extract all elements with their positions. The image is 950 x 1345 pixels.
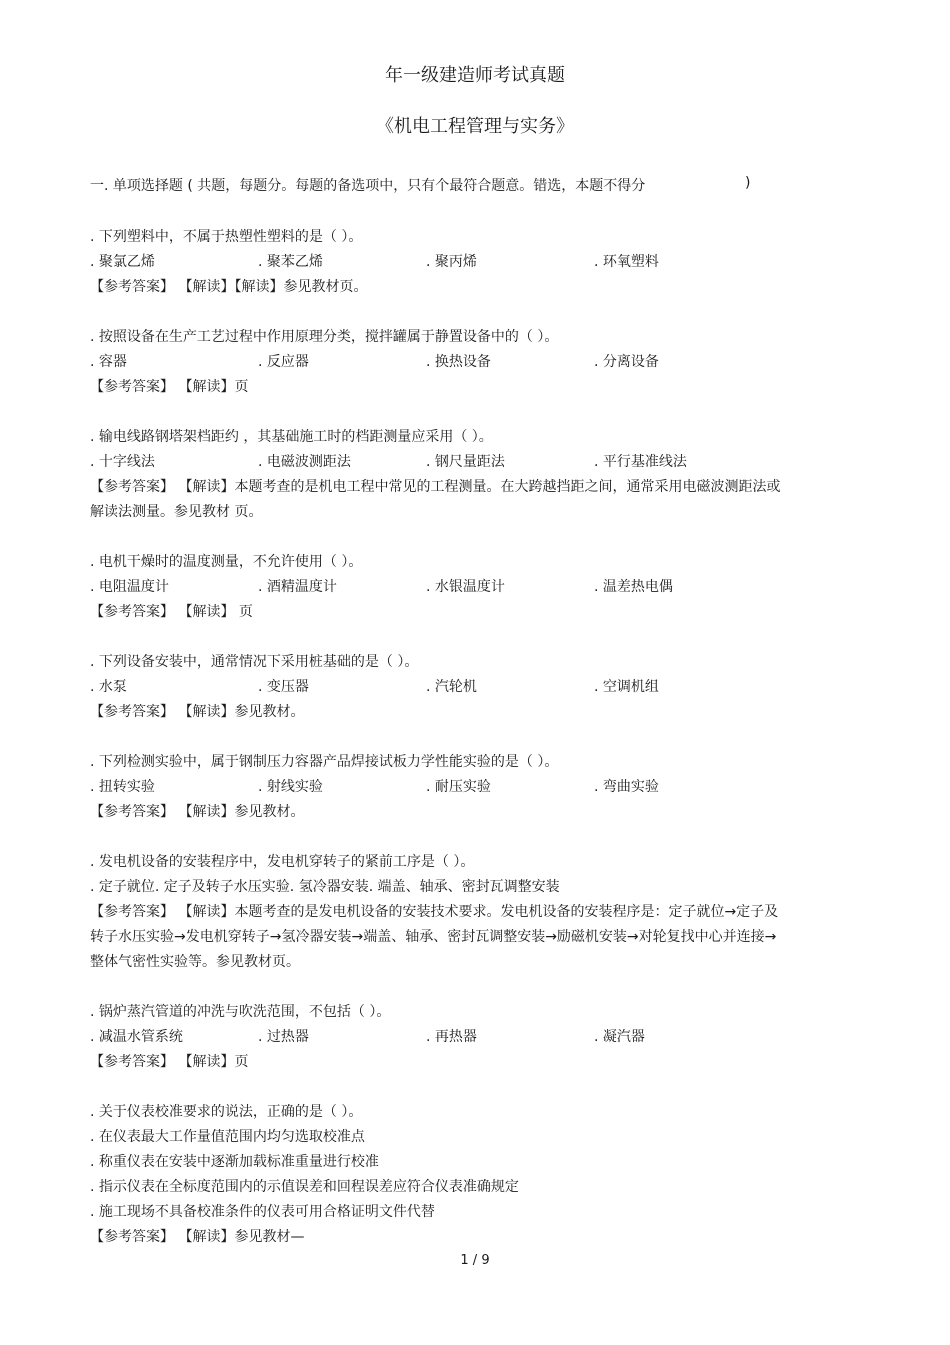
option-item: . 再热器 — [426, 1029, 477, 1045]
question-stem: . 发电机设备的安装程序中，发电机穿转子的紧前工序是（ ）。 — [90, 854, 475, 870]
option-item: . 容器 — [90, 354, 127, 370]
section-heading — [90, 175, 870, 195]
answer-explanation: 【参考答案】 【解读】本题考查的是机电工程中常见的工程测量。在大跨越挡距之间，通常采用电磁波测距法或解读法测量。参见教材 页。 — [90, 479, 781, 520]
option-item: . 空调机组 — [594, 679, 659, 695]
question-item — [90, 650, 790, 725]
option-item: . 钢尺量距法 — [426, 454, 505, 470]
option-item: . 过热器 — [258, 1029, 309, 1045]
option-item: . 在仪表最大工作量值范围内均匀选取校准点 — [90, 1129, 365, 1145]
question-item — [90, 750, 790, 825]
question-stem: . 关于仪表校准要求的说法，正确的是（ ）。 — [90, 1104, 363, 1120]
answer-explanation: 【参考答案】 【解读】本题考查的是发电机设备的安装技术要求。发电机设备的安装程序是：定子就位→定子及转子水压实验→发电机穿转子→氢冷器安装→端盖、轴承、密封瓦调整安装→励磁机安装→对轮复找中心并连接→整体气密性实验等。参见教材页。 — [90, 904, 779, 970]
option-item: . 施工现场不具备校准条件的仪表可用合格证明文件代替 — [90, 1204, 435, 1220]
option-item: . 电磁波测距法 — [258, 454, 351, 470]
option-item: . 聚丙烯 — [426, 254, 477, 270]
question-stem: . 锅炉蒸汽管道的冲洗与吹洗范围，不包括（ ）。 — [90, 1004, 391, 1020]
option-item: . 扭转实验 — [90, 779, 155, 795]
question-item — [90, 1100, 790, 1250]
question-list — [90, 225, 790, 1275]
answer-explanation: 【参考答案】 【解读】【解读】参见教材页。 — [90, 279, 368, 295]
option-item: . 称重仪表在安装中逐渐加载标准重量进行校准 — [90, 1154, 379, 1170]
question-options — [90, 450, 790, 475]
question-options — [90, 575, 790, 600]
answer-explanation: 【参考答案】 【解读】页 — [90, 379, 249, 395]
option-item: . 弯曲实验 — [594, 779, 659, 795]
question-item — [90, 325, 790, 400]
option-item: . 耐压实验 — [426, 779, 491, 795]
answer-explanation: 【参考答案】 【解读】 页 — [90, 604, 253, 620]
option-item: . 汽轮机 — [426, 679, 477, 695]
option-item: . 电阻温度计 — [90, 579, 169, 595]
option-item: . 射线实验 — [258, 779, 323, 795]
option-item: . 环氧塑料 — [594, 254, 659, 270]
question-stem: . 下列塑料中，不属于热塑性塑料的是（ ）。 — [90, 229, 363, 245]
section-heading-close: ) — [745, 175, 751, 191]
page-subtitle: 《机电工程管理与实务》 — [376, 116, 574, 137]
option-item: . 分离设备 — [594, 354, 659, 370]
option-item: . 凝汽器 — [594, 1029, 645, 1045]
option-item: . 减温水管系统 — [90, 1029, 183, 1045]
option-item: . 平行基准线法 — [594, 454, 687, 470]
option-item: . 水银温度计 — [426, 579, 505, 595]
option-item: . 聚苯乙烯 — [258, 254, 323, 270]
question-options — [90, 775, 790, 800]
question-options — [90, 350, 790, 375]
option-item: . 酒精温度计 — [258, 579, 337, 595]
page-title: 年一级建造师考试真题 — [385, 65, 565, 86]
option-item: . 换热设备 — [426, 354, 491, 370]
question-item — [90, 850, 790, 975]
option-item: . 十字线法 — [90, 454, 155, 470]
option-item: . 聚氯乙烯 — [90, 254, 155, 270]
option-item: . 变压器 — [258, 679, 309, 695]
answer-explanation: 【参考答案】 【解读】参见教材— — [90, 1229, 305, 1245]
answer-explanation: 【参考答案】 【解读】参见教材。 — [90, 704, 305, 720]
question-stem: . 按照设备在生产工艺过程中作用原理分类，搅拌罐属于静置设备中的（ ）。 — [90, 329, 559, 345]
question-stem: . 输电线路钢塔架档距约 ，其基础施工时的档距测量应采用（ ）。 — [90, 429, 493, 445]
option-item: . 定子就位. 定子及转子水压实验. 氢冷器安装. 端盖、轴承、密封瓦调整安装 — [90, 879, 560, 895]
question-stem: . 电机干燥时的温度测量，不允许使用（ ）。 — [90, 554, 363, 570]
question-item — [90, 225, 790, 300]
question-options — [90, 1025, 790, 1050]
question-item — [90, 550, 790, 625]
section-heading-text: 一. 单项选择题 ( 共题，每题分。每题的备选项中，只有个最符合题意。错选，本题不得分 — [90, 178, 646, 194]
question-stem: . 下列设备安装中，通常情况下采用桩基础的是（ ）。 — [90, 654, 419, 670]
question-item — [90, 425, 790, 525]
question-options — [90, 250, 790, 275]
page-number: 1 / 9 — [460, 1253, 490, 1268]
question-item — [90, 1000, 790, 1075]
question-stem: . 下列检测实验中，属于钢制压力容器产品焊接试板力学性能实验的是（ ）。 — [90, 754, 559, 770]
question-options — [90, 875, 790, 900]
option-item: . 水泵 — [90, 679, 127, 695]
option-item: . 反应器 — [258, 354, 309, 370]
option-item: . 温差热电偶 — [594, 579, 673, 595]
answer-explanation: 【参考答案】 【解读】参见教材。 — [90, 804, 305, 820]
answer-explanation: 【参考答案】 【解读】页 — [90, 1054, 249, 1070]
question-options — [90, 675, 790, 700]
option-item: . 指示仪表在全标度范围内的示值误差和回程误差应符合仪表准确规定 — [90, 1179, 519, 1195]
